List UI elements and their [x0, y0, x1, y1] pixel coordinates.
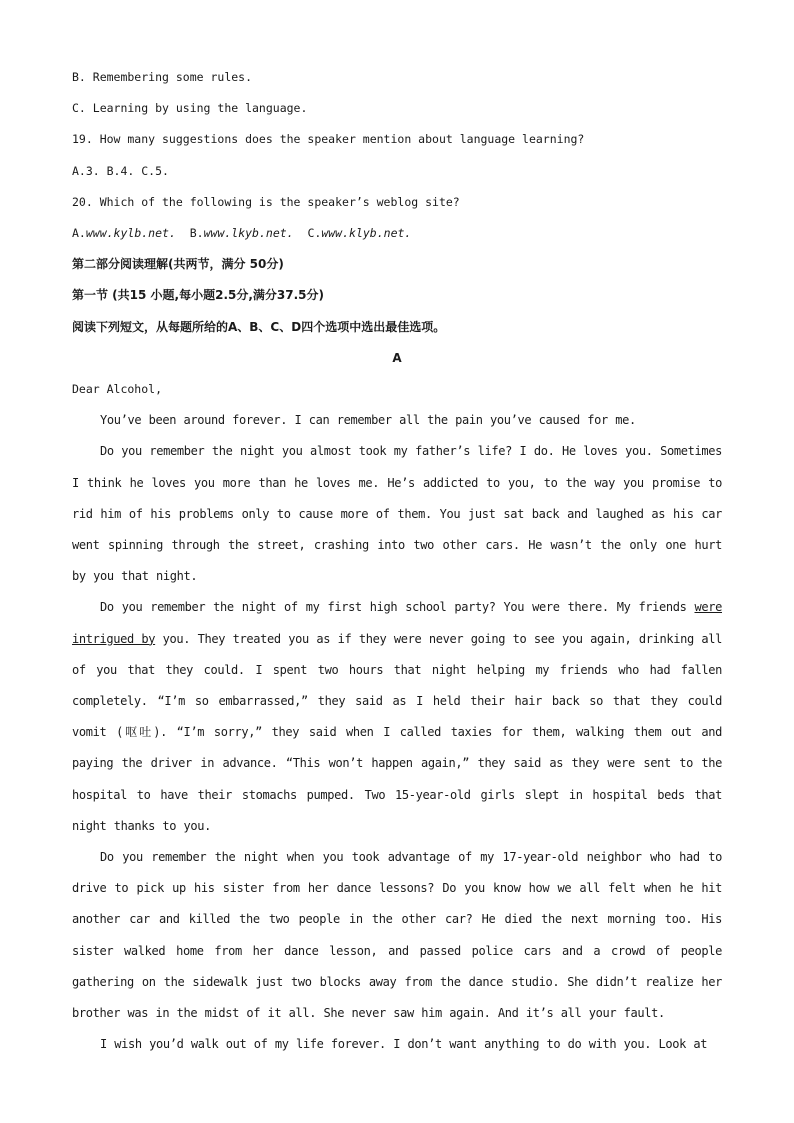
options-q20: [72, 218, 722, 249]
paragraph-5: I wish you’d walk out of my life forever. I don’t want anything to do with you. Look at: [100, 1037, 708, 1052]
options-q19: A.3. B.4. C.5.: [72, 163, 169, 178]
paragraph-2: Do you remember the night you almost took my father’s life? I do. He loves you. Sometimes I think he loves you more than he loves me. He’s addicted to you, to the way you promise to rid him of his problems only to cause more of them. You just sat back and laughed as his car went spinning through the street, crashing into two other cars. He wasn’t the only one hurt by you that night.: [72, 444, 722, 584]
option-a-url: www.kylb.net.: [85, 226, 176, 241]
section-instruction: 阅读下列短文，从每题所给的A、B、C、D四个选项中选出最佳选项。: [72, 319, 446, 334]
paragraph-4: Do you remember the night when you took advantage of my 17-year-old neighbor who had to drive to pick up his sister from her dance lessons? Do you know how we all felt when he hit another car and killed the two people in the other car? He died the next morning too. His sister walked home from her dance lesson, and passed police cars and a crowd of people gathering on the sidewalk just two blocks away from the dance studio. She didn’t realize her brother was in the midst of it all. She never saw him again. And it’s all your fault.: [72, 850, 722, 1021]
paragraph-3: [72, 592, 722, 842]
option-b-url: www.lkyb.net.: [203, 226, 294, 241]
paragraph-1: You’ve been around forever. I can remember all the pain you’ve caused for me.: [100, 413, 636, 428]
option-b-q18: B. Remembering some rules.: [72, 70, 253, 84]
question-20: 20. Which of the following is the speaker’s weblog site?: [72, 194, 460, 209]
letter-salutation: Dear Alcohol,: [72, 382, 163, 397]
option-c-url: www.klyb.net.: [321, 226, 412, 241]
passage-label: A: [392, 350, 402, 365]
option-c-label: C.: [307, 226, 322, 241]
underlined-phrase: were intrigued by: [72, 600, 722, 646]
section-subtitle: 第一节 (共15 小题,每小题2.5分,满分37.5分): [72, 288, 325, 303]
paragraph-3-start: Do you remember the night of my first high school party? You were there. My friends: [100, 600, 695, 615]
part-title: 第二部分阅读理解(共两节，满分 50分): [72, 257, 284, 272]
paragraph-3-rest: you. They treated you as if they were never going to see you again, drinking all of you that they could. I spent two hours that night helping my friends who had fallen completely. “I’m so embarrassed,” they said as I held their hair back so that they could vomit (呕吐). “I’m sorry,” they said when I called taxies for them, walking them out and paying the driver in advance. “This won’t happen again,” they said as they were sent to the hospital to have their stomachs pumped. Two 15-year-old girls slept in hospital beds that night thanks to you.: [72, 631, 722, 833]
question-19: 19. How many suggestions does the speaker mention about language learning?: [72, 132, 585, 147]
option-c-q18: C. Learning by using the language.: [72, 101, 308, 116]
option-a-label: A.: [72, 226, 86, 241]
option-b-label: B.: [189, 226, 204, 241]
document-page: [72, 62, 722, 1061]
